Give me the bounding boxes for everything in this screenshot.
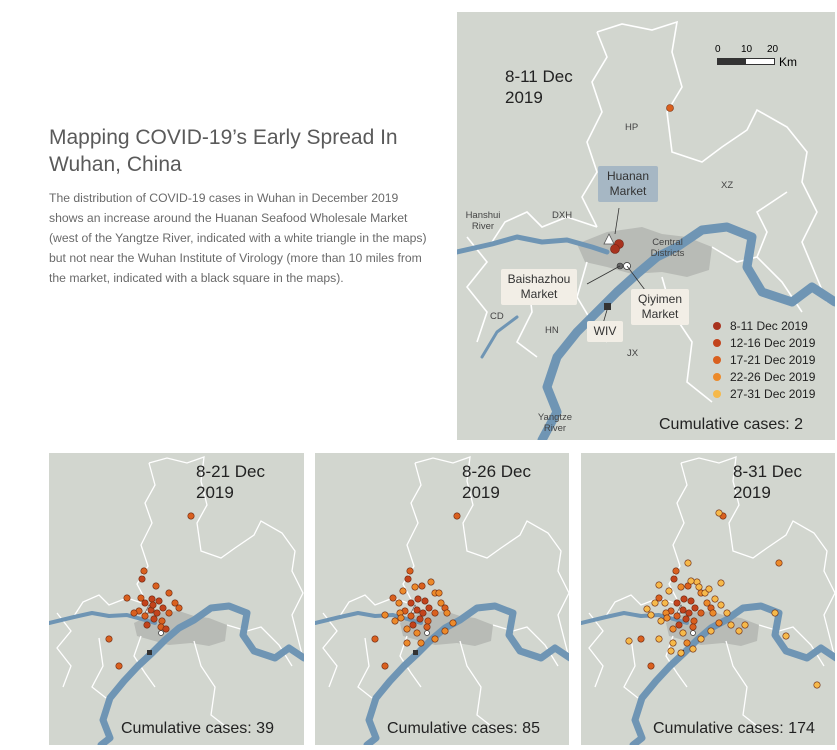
- main-cumulative-cases: Cumulative cases: 2: [659, 416, 804, 433]
- case-dot: [680, 630, 686, 636]
- yangtze-river-label: Yangtze River: [537, 412, 573, 434]
- case-dot: [400, 588, 406, 594]
- case-dot: [670, 640, 676, 646]
- district-cd: CD: [490, 311, 504, 322]
- panel-map-1: [49, 453, 304, 745]
- panel-cumulative-cases: Cumulative cases: 174: [653, 720, 815, 737]
- case-dot: [160, 605, 166, 611]
- legend-swatch: [713, 322, 721, 330]
- case-dot: [728, 622, 734, 628]
- case-dot: [414, 630, 420, 636]
- case-dot: [425, 618, 431, 624]
- case-dot: [783, 633, 789, 639]
- case-dot: [691, 618, 697, 624]
- hanshui-river-label: Hanshui River: [465, 210, 501, 232]
- scale-bar: [717, 44, 817, 74]
- page-title: Mapping COVID-19’s Early Spread In Wuhan, China: [49, 126, 398, 176]
- panel-cumulative-cases: Cumulative cases: 39: [121, 720, 274, 737]
- case-dot: [432, 610, 438, 616]
- legend-swatch: [713, 373, 721, 381]
- case-dot: [685, 560, 691, 566]
- central-districts-label: Central Districts: [650, 237, 685, 259]
- case-dot: [708, 628, 714, 634]
- legend-item: [713, 368, 815, 385]
- case-dot: [692, 605, 698, 611]
- case-dot: [153, 583, 159, 589]
- case-dot: [688, 578, 694, 584]
- case-dot: [706, 586, 712, 592]
- legend-label: 22-26 Dec 2019: [730, 369, 816, 384]
- panel-map-2: [315, 453, 569, 745]
- case-dot: [681, 596, 687, 602]
- case-dot: [658, 618, 664, 624]
- case-dot: [176, 605, 182, 611]
- case-dot: [716, 510, 722, 516]
- panel-map-3: [581, 453, 835, 745]
- case-dot: [696, 584, 702, 590]
- legend-label: 27-31 Dec 2019: [730, 386, 816, 401]
- case-dot: [415, 596, 421, 602]
- case-dot: [662, 600, 668, 606]
- district-dxh: DXH: [552, 210, 573, 221]
- case-dot: [442, 628, 448, 634]
- legend-label: 17-21 Dec 2019: [730, 352, 816, 367]
- case-dot: [404, 626, 410, 632]
- case-dot: [159, 618, 165, 624]
- legend-item: [713, 334, 815, 351]
- case-dot: [372, 636, 378, 642]
- case-dot: [690, 646, 696, 652]
- case-dot: [151, 616, 157, 622]
- case-dot: [163, 626, 169, 632]
- panel-date: 8-26 Dec 2019: [462, 462, 531, 502]
- case-dot: [668, 648, 674, 654]
- case-dot: [680, 607, 686, 613]
- case-dot: [814, 682, 820, 688]
- case-dot: [666, 588, 672, 594]
- case-dot: [656, 636, 662, 642]
- case-dot: [688, 598, 694, 604]
- case-dot: [676, 622, 682, 628]
- case-dot: [428, 579, 434, 585]
- baishazhou-market-callout: Baishazhou Market: [501, 269, 577, 305]
- case-dot: [424, 624, 430, 630]
- case-dot: [698, 636, 704, 642]
- case-dot: [106, 636, 112, 642]
- case-dot: [412, 584, 418, 590]
- case-dot: [419, 583, 425, 589]
- legend-label: 8-11 Dec 2019: [730, 318, 808, 333]
- case-dot: [166, 610, 172, 616]
- case-dot: [154, 610, 160, 616]
- case-dot: [648, 612, 654, 618]
- case-dot: [432, 636, 438, 642]
- case-dot: [418, 640, 424, 646]
- case-dot: [408, 613, 414, 619]
- case-dot: [626, 638, 632, 644]
- main-map-date: 8-11 Dec 2019: [505, 67, 573, 107]
- scale-tick-20: 20: [767, 44, 779, 55]
- case-dot: [683, 616, 689, 622]
- case-dot: [776, 560, 782, 566]
- case-dot: [674, 613, 680, 619]
- case-dot: [150, 602, 156, 608]
- case-dot: [674, 600, 680, 606]
- case-dot: [426, 605, 432, 611]
- case-dot: [444, 610, 450, 616]
- scale-tick-10: 10: [741, 44, 753, 55]
- case-dot: [716, 620, 722, 626]
- panel-date: 8-31 Dec 2019: [733, 462, 802, 502]
- case-dot: [690, 624, 696, 630]
- case-dot: [392, 618, 398, 624]
- case-dot: [644, 606, 650, 612]
- case-dot: [144, 622, 150, 628]
- case-dot: [656, 582, 662, 588]
- district-xz: XZ: [721, 180, 734, 191]
- case-dot: [678, 584, 684, 590]
- huanan-market-callout: Huanan Market: [598, 166, 658, 202]
- case-dot: [454, 513, 460, 519]
- case-dot: [648, 663, 654, 669]
- case-dot: [450, 620, 456, 626]
- case-dot: [724, 610, 730, 616]
- qiyimen-market-callout: Qiyimen Market: [631, 289, 689, 325]
- scale-unit: Km: [779, 55, 797, 69]
- case-dot: [410, 622, 416, 628]
- case-dot: [667, 105, 674, 112]
- case-dot: [382, 663, 388, 669]
- district-hn: HN: [545, 325, 559, 336]
- case-dot: [404, 640, 410, 646]
- case-dot: [718, 580, 724, 586]
- case-dot: [671, 576, 677, 582]
- legend-item: [713, 317, 815, 334]
- scale-tick-0: 0: [715, 44, 721, 55]
- case-dot: [638, 636, 644, 642]
- case-dot: [422, 598, 428, 604]
- case-dot: [420, 610, 426, 616]
- case-dot: [664, 615, 670, 621]
- case-dot: [673, 568, 679, 574]
- case-dot: [611, 245, 620, 254]
- case-dot: [141, 568, 147, 574]
- case-dot: [414, 607, 420, 613]
- case-dot: [396, 600, 402, 606]
- case-dot: [156, 598, 162, 604]
- district-hp: HP: [625, 122, 639, 133]
- case-dot: [417, 616, 423, 622]
- case-dot: [712, 596, 718, 602]
- legend-swatch: [713, 339, 721, 347]
- case-dot: [116, 663, 122, 669]
- case-dot: [390, 595, 396, 601]
- case-dot: [670, 626, 676, 632]
- case-dot: [684, 640, 690, 646]
- case-dot: [131, 610, 137, 616]
- case-dot: [142, 613, 148, 619]
- case-dot: [678, 650, 684, 656]
- page-description: The distribution of COVID-19 cases in Wuhan in December 2019 shows an increase around the Huanan Seafood Wholesale Market (west of the Yangtze River, indicated with a white triangle in the maps) but not near the Wuhan Institute of Virology (more than 10 miles from the market, indicated with a black square in the maps).: [49, 191, 427, 285]
- case-dot: [710, 610, 716, 616]
- case-dot: [652, 600, 658, 606]
- case-dot: [698, 610, 704, 616]
- case-dot: [742, 622, 748, 628]
- case-dot: [188, 513, 194, 519]
- legend-swatch: [713, 356, 721, 364]
- case-dot: [139, 576, 145, 582]
- case-dot: [382, 612, 388, 618]
- legend-item: [713, 385, 815, 402]
- legend: [713, 317, 815, 402]
- case-dot: [124, 595, 130, 601]
- legend-label: 12-16 Dec 2019: [730, 335, 816, 350]
- case-dot: [405, 576, 411, 582]
- case-dot: [407, 568, 413, 574]
- case-dot: [149, 596, 155, 602]
- case-dot: [772, 610, 778, 616]
- wiv-callout: WIV: [587, 321, 623, 342]
- case-dot: [166, 590, 172, 596]
- legend-swatch: [713, 390, 721, 398]
- case-dot: [718, 602, 724, 608]
- case-dot: [398, 615, 404, 621]
- case-dot: [408, 600, 414, 606]
- case-dot: [138, 595, 144, 601]
- case-dot: [736, 628, 742, 634]
- wiv-marker: [604, 303, 611, 310]
- case-dot: [686, 610, 692, 616]
- legend-item: [713, 351, 815, 368]
- panel-date: 8-21 Dec 2019: [196, 462, 265, 502]
- case-dot: [436, 590, 442, 596]
- district-jx: JX: [627, 348, 639, 359]
- panel-cumulative-cases: Cumulative cases: 85: [387, 720, 540, 737]
